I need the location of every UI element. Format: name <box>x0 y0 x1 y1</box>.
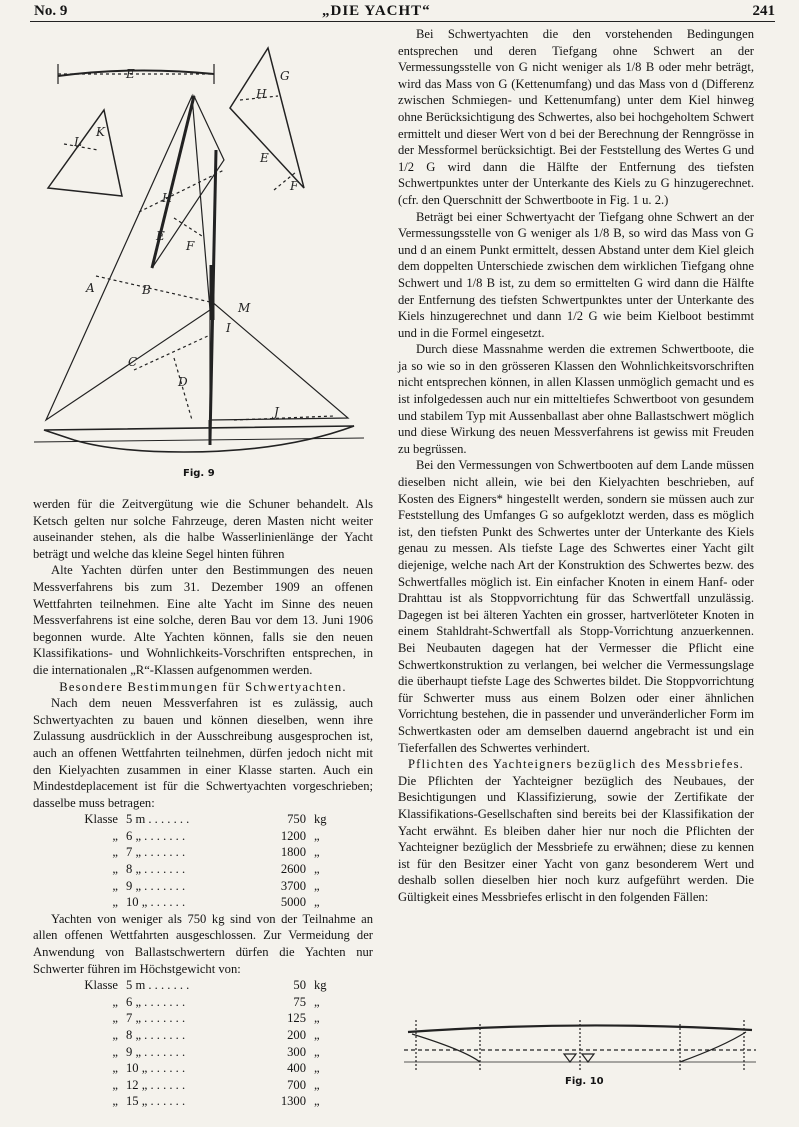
table-row: „ 9 „ . . . . . . . 300 „ <box>112 1044 320 1059</box>
fig9-label-1: L <box>74 135 82 149</box>
topsail <box>230 48 304 188</box>
table-row: „ 6 „ . . . . . . . 1200 „ <box>112 828 320 843</box>
fig9-label-11: B <box>142 283 151 297</box>
section-heading-schwertyachten: Besondere Bestimmungen für Schwertyachten. <box>59 679 347 694</box>
fig9-label-7: F <box>290 179 299 193</box>
table-row: „ 7 „ . . . . . . . 1800 „ <box>112 845 320 860</box>
table-row: „ 7 „ . . . . . . . 125 „ <box>112 1011 320 1026</box>
detached-boom <box>58 70 214 76</box>
fig9-label-8: E <box>156 229 165 243</box>
table-row: Klasse 5 m . . . . . . . 750 kg <box>84 812 327 827</box>
fig9-label-13: D <box>178 375 188 389</box>
fig9-label-6: E <box>260 151 269 165</box>
table-row: Klasse 5 m . . . . . . . 50 kg <box>84 978 327 993</box>
max-centreboard-weight-table <box>33 977 373 1110</box>
right-paragraph-5: Die Pflichten der Yachteigner bezüglich des Neubaues, der Besichtigungen und Klassifizierung, sowie der Zertifikate der Klassifikations-Gesellschaften sind bereits bei der Klassifikation der Yacht erwähnt. Es bleiben daher hier nur noch die Pflichten der Yachteigner bezüglich der Messbriefe zu erwähnen; diese zu kennen ist für den Besitzer einer Yacht von ganz besonderem Wert und deshalb sollen dieselben hier noch kurz aufgeführt werden. Die Gültigkeit eines Messbriefes erlischt in den folgenden Fällen: <box>398 773 754 904</box>
jib-sail-small <box>48 110 122 196</box>
table-row: „ 9 „ . . . . . . . 3700 „ <box>112 878 320 893</box>
journal-title: „DIE YACHT“ <box>322 3 431 19</box>
fig9-label-5: H <box>162 191 173 205</box>
left-paragraph-3: Nach dem neuen Messverfahren ist es zulässig, auch Schwertyachten zu bauen und können dieselben, wenn ihre Zulassung ausdrücklich in der Ausschreibung ausgesprochen ist, auch an offenen Wettfahrten teilnehmen, dürfen jedoch nicht mit den Kielyachten zusammen in einer Klasse starten. Auch ein Mindestdeplacement ist für die Schwertyachten vorgeschrieben; dasselbe muss betragen: <box>33 696 373 810</box>
right-column <box>398 26 754 905</box>
table-row: „ 15 „ . . . . . . 1300 „ <box>112 1094 320 1109</box>
table-row: „ 12 „ . . . . . . 700 „ <box>112 1077 320 1092</box>
fig9-label-14: I <box>226 321 231 335</box>
fig9-label-4: G <box>280 69 290 83</box>
table-row: „ 6 „ . . . . . . . 75 „ <box>112 994 320 1009</box>
issue-number: No. 9 <box>34 3 68 19</box>
mainsail <box>210 300 348 420</box>
table-row: „ 8 „ . . . . . . . 2600 „ <box>112 862 320 877</box>
right-paragraph-3: Durch diese Massnahme werden die extremen Schwertboote, die ja so wie so in den grösseren Klassen den Wohnlichkeitsvorschriften nicht entsprechen können, in allen Klassen unmöglich gemacht und es ist infolgedessen auch nur ein mitteltiefes Schwertboot von gesundem und stabilem Typ mit Aussenballast aber ohne Ballastschwert möglich und diese Wirkung des neuen Messverfahrens ist gewiss mit Freuden zu begrüssen. <box>398 342 754 456</box>
fig9-label-10: A <box>86 281 95 295</box>
min-displacement-table <box>33 811 373 911</box>
table-row: „ 10 „ . . . . . . 400 „ <box>112 1061 320 1076</box>
right-paragraph-4: Bei den Vermessungen von Schwertbooten auf dem Lande müssen dieselben nicht allein, wie bei den Kielyachten beschrieben, auf Kosten des Eigners* hingestellt werden, sondern sie müssen auch zur Feststellung des Umfanges G so aufgeklotzt werden, dass es möglich ist, den tiefsten Punkt des Schwertes unter der Unterkante des Kiels genau zu messen. Als tiefste Lage des Schwertes einer Yacht gilt diejenige, welche nach Art der Konstruktion des Schwertes bezw. des Schwertfalles möglich ist. Ein einfacher Knoten in einem Hanf- oder Drahttau ist als Stoppvorrichtung für das Schwertfall unzulässig. Dagegen ist bei älteren Yachten ein grosser, hartverlöteter Knoten in einem Stahldraht-Schwertfall als Stopp-Vorrichtung anzuerkennen. Bei Neubauten dagegen hat der Vermesser die Pflicht eine Schwertkonstruktion zu verlangen, bei welcher die Vermessungslage die überhaupt tiefste Lage des Schwertes bildet. Die Stoppvorrichtung für Schwerter muss aus einem Bolzen oder einer ähnlichen Vorrichtung bestehen, die in passender und unveränderlicher Form im Schwertkasten oder am demselben dauernd angebracht ist und ein Tieferfallen des Schwertes verhindert. <box>398 458 754 755</box>
figure-9-caption: Fig. 9 <box>183 468 215 479</box>
fig9-label-9: F <box>186 239 195 253</box>
left-paragraph-1: werden für die Zeitvergütung wie die Schuner behandelt. Als Ketsch gelten nur solche Fahrzeuge, deren Masten nicht weiter auseinander stehen, als die halbe Wasserlinienlänge der Yacht beträgt und welche das kleine Segel hinten führen <box>33 497 373 561</box>
fig9-label-15: M <box>238 301 251 315</box>
left-column <box>33 496 373 1110</box>
page-number: 241 <box>752 3 775 19</box>
table-row: „ 8 „ . . . . . . . 200 „ <box>112 1028 320 1042</box>
figure-10-caption: Fig. 10 <box>565 1076 604 1087</box>
figure-10-hull-profile <box>404 1010 756 1080</box>
fig9-label-16: J <box>274 405 279 419</box>
section-heading-messbrief: Pflichten des Yachteigners bezüglich des Messbriefes. <box>407 757 745 772</box>
fig9-label-12: C <box>128 355 138 369</box>
fig9-label-0: E <box>126 67 135 81</box>
right-paragraph-2: Beträgt bei einer Schwertyacht der Tiefgang ohne Schwert an der Vermessungsstelle von G weniger als 1/8 B, so wird das Mass von G und d an einem Punkt ermittelt, dessen Abstand unter dem Kiel gleich dem doppelten Unterschiede zwischen dem wirklichen Tiefgang ohne Schwert und 1/8 B ist, zu dem so ermittelten G wird dann die Hälfte der Entfernung des tiefsten Schwertpunktes unter der Unterkante des Kiels hinzugerechnet und dann 1/2 G wie beim Kielboot bestimmt und in die Formel eingesetzt. <box>398 209 754 340</box>
left-paragraph-4: Yachten von weniger als 750 kg sind von der Teilnahme an allen offenen Wettfahrten ausgeschlossen. Zur Vermeidung der Anwendung von Ballastschwertern dürfen die Yachten nur Schwerter führen im Höchstgewicht von: <box>33 911 373 976</box>
table-row: „ 10 „ . . . . . . 5000 „ <box>112 895 320 910</box>
fig9-label-2: K <box>96 125 105 139</box>
fig9-label-3: H <box>256 87 267 101</box>
right-paragraph-1: Bei Schwertyachten die den vorstehenden Bedingungen entsprechen und deren Tiefgang ohne Schwert an der Vermessungsstelle von G nicht weniger als 1/8 B oder mehr beträgt, wird das Mass von G (Kettenumfang) und das Mass von d (Differenz zwischen Schmiegen- und Kettenumfang) unter dem Kiel hinweg ohne Berücksichtigung des Schwertes, also bei hochgeholtem Schwert ermittelt und dieser Wert von d bei der Berechnung der Renngrösse in der Messformel berücksichtigt. Bei der Feststellung des Wertes G und 1/2 G wird dann die Hälfte der Entfernung des tiefsten Schwertpunktes unter der Unterkante des Kiels zu G hinzugerechnet. (cfr. den Querschnitt der Schwertboote in Fig. 1 u. 2.) <box>398 27 754 207</box>
page-header <box>30 3 775 22</box>
left-paragraph-2: Alte Yachten dürfen unter den Bestimmungen des neuen Messverfahrens bis zum 31. Dezember 1909 an offenen Wettfahrten teilnehmen. Eine alte Yacht im Sinne des neuen Messverfahrens ist eine solche, deren Bau vor dem 13. Juni 1906 begonnen wurde. Alte Yachten können, falls sie den neuen Klassifikations- und Wohnlichkeits-Vorschriften entsprechen, in die internationalen „R“-Klassen aufgenommen werden. <box>33 563 373 677</box>
figure-9-sail-plan <box>34 40 364 470</box>
